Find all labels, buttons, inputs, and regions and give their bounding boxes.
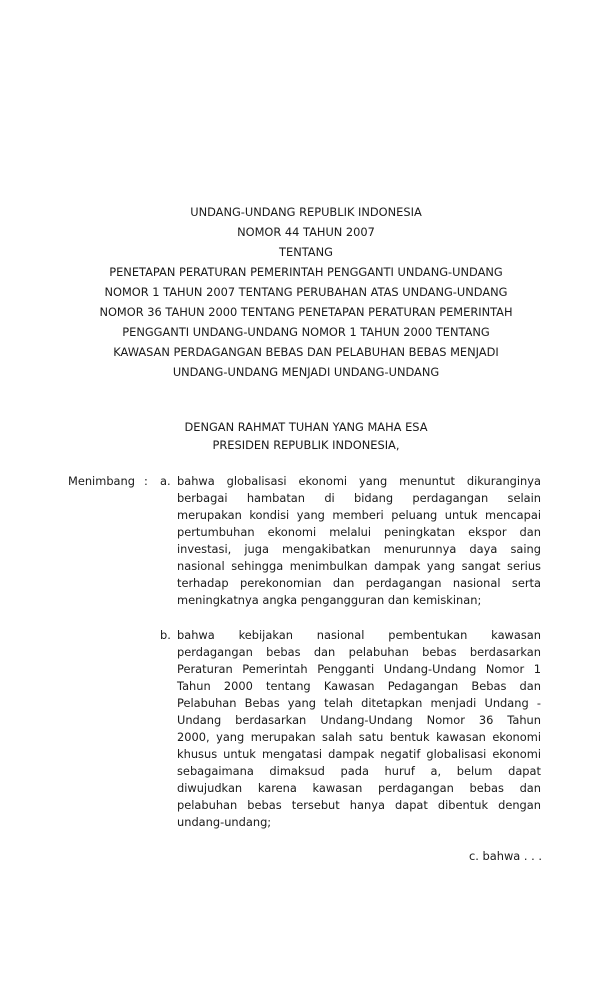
item-line: investasi, juga mengakibatkan menurunnya daya saing: [177, 542, 541, 556]
item-line: bahwa globalisasi ekonomi yang menuntut dikuranginya: [177, 474, 541, 488]
item-line: Undang berdasarkan Undang-Undang Nomor 36 Tahun: [177, 713, 541, 727]
title-line: NOMOR 44 TAHUN 2007: [237, 225, 375, 239]
item-line: khusus untuk mengatasi dampak negatif globalisasi ekonomi: [177, 747, 541, 761]
item-text: [177, 473, 541, 609]
title-line: TENTANG: [279, 245, 333, 259]
considering-item-b: [160, 627, 541, 831]
title-line: NOMOR 36 TAHUN 2000 TENTANG PENETAPAN PERATURAN PEMERINTAH: [99, 305, 513, 319]
considering-label: Menimbang: [68, 474, 135, 488]
item-line: undang-undang;: [177, 815, 272, 829]
title-line: PENGGANTI UNDANG-UNDANG NOMOR 1 TAHUN 2000 TENTANG: [122, 325, 490, 339]
title-line: UNDANG-UNDANG REPUBLIK INDONESIA: [190, 205, 422, 219]
item-line: sebagaimana dimaksud pada huruf a, belum dapat: [177, 764, 541, 778]
item-line: bahwa kebijakan nasional pembentukan kawasan: [177, 628, 541, 642]
title-line: PENETAPAN PERATURAN PEMERINTAH PENGGANTI UNDANG-UNDANG: [109, 265, 503, 279]
opening-line: PRESIDEN REPUBLIK INDONESIA,: [212, 438, 400, 452]
item-marker: b.: [160, 628, 171, 642]
item-line: pelabuhan bebas tersebut hanya dapat dibentuk dengan: [177, 798, 541, 812]
title-line: UNDANG-UNDANG MENJADI UNDANG-UNDANG: [172, 365, 440, 379]
page-continuation: c. bahwa . . .: [469, 849, 542, 863]
item-line: meningkatnya angka pengangguran dan kemiskinan;: [177, 593, 482, 607]
title-line: KAWASAN PERDAGANGAN BEBAS DAN PELABUHAN BEBAS MENJADI: [113, 345, 499, 359]
item-marker: a.: [160, 474, 171, 488]
opening-line: DENGAN RAHMAT TUHAN YANG MAHA ESA: [184, 420, 428, 434]
item-line: berbagai hambatan di bidang perdagangan selain: [177, 491, 541, 505]
considering-item-a: [160, 473, 541, 609]
item-line: Tahun 2000 tentang Kawasan Pedagangan Bebas dan: [177, 679, 541, 693]
opening-formula: [40, 418, 572, 454]
item-line: diwujudkan karena kawasan perdagangan bebas dan: [177, 781, 541, 795]
item-line: terhadap perekonomian dan perdagangan nasional serta: [177, 576, 541, 590]
item-line: 2000, yang merupakan salah satu bentuk kawasan ekonomi: [177, 730, 541, 744]
considering-colon: :: [144, 474, 148, 488]
item-line: merupakan kondisi yang memberi peluang untuk mencapai: [177, 508, 541, 522]
item-line: Pelabuhan Bebas yang telah ditetapkan menjadi Undang -: [177, 696, 541, 710]
item-line: perdagangan bebas dan pelabuhan bebas berdasarkan: [177, 645, 541, 659]
item-line: pertumbuhan ekonomi melalui peningkatan ekspor dan: [177, 525, 541, 539]
title-line: NOMOR 1 TAHUN 2007 TENTANG PERUBAHAN ATAS UNDANG-UNDANG: [104, 285, 508, 299]
item-line: Peraturan Pemerintah Pengganti Undang-Undang Nomor 1: [177, 662, 541, 676]
document-title: [40, 202, 572, 382]
item-text: [177, 627, 541, 831]
item-line: nasional sehingga menimbulkan dampak yang sangat serius: [177, 559, 541, 573]
